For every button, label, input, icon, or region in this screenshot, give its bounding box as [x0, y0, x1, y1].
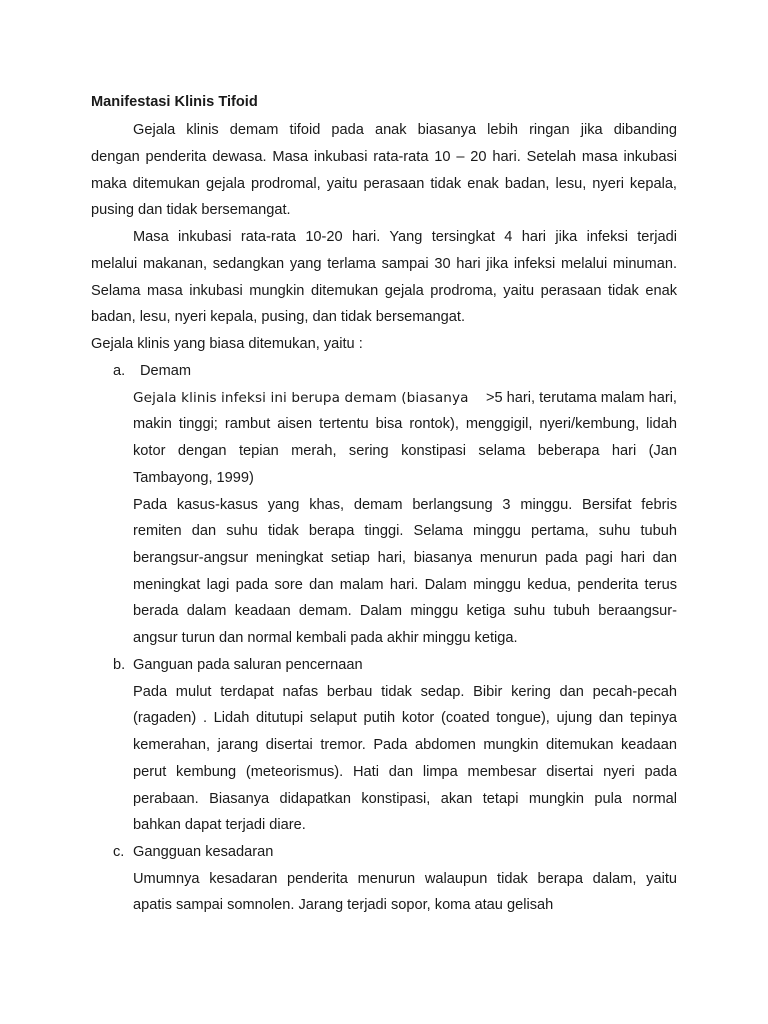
incubation-line: melalui makanan, sedangkan yang terlama sampai 30 hari jika infeksi melalui minuman. — [91, 256, 677, 272]
item-heading: Demam — [140, 363, 192, 379]
item-b-para-line: perabaan. Biasanya didapatkan konstipasi, akan tetapi mungkin pula normal — [133, 791, 677, 807]
item-a-para2-line: berada dalam keadaan demam. Dalam minggu ketiga suhu tubuh beraangsur- — [133, 603, 677, 619]
incubation-line: Selama masa inkubasi mungkin ditemukan gejala prodroma, yaitu perasaan tidak enak — [91, 283, 677, 299]
item-a-para1-line: kotor dengan tepian merah, sering konstipasi selama beberapa hari (Jan — [133, 443, 677, 459]
item-b-para-line: Pada mulut terdapat nafas berbau tidak sedap. Bibir kering dan pecah-pecah — [133, 684, 677, 700]
lead-in-text: Gejala klinis yang biasa ditemukan, yaitu : — [91, 336, 363, 352]
item-b-para-line: perut kembung (meteorismus). Hati dan limpa membesar disertai nyeri pada — [133, 764, 677, 780]
intro-line: dengan penderita dewasa. Masa inkubasi rata-rata 10 – 20 hari. Setelah masa inkubasi — [91, 149, 677, 165]
item-b-para-line: kemerahan, jarang disertai tremor. Pada abdomen mungkin ditemukan keadaan — [133, 737, 677, 753]
item-a-para2-line: Pada kasus-kasus yang khas, demam berlangsung 3 minggu. Bersifat febris — [133, 497, 677, 513]
incubation-line: badan, lesu, nyeri kepala, pusing, dan tidak bersemangat. — [91, 309, 466, 325]
item-marker: a. — [113, 363, 126, 379]
intro-line: Gejala klinis demam tifoid pada anak biasanya lebih ringan jika dibanding — [133, 122, 677, 138]
item-a-para2-line: berangsur-angsur meningkat setiap hari, biasanya menurun pada pagi hari dan — [133, 550, 677, 566]
item-a-para1-prefix: Gejala klinis infeksi ini berupa demam (biasanya — [133, 390, 469, 406]
item-a-para2-line: remiten dan suhu tidak berapa tinggi. Selama minggu pertama, suhu tubuh — [133, 523, 677, 539]
item-a-para2-line: angsur turun dan normal kembali pada akhir minggu ketiga. — [133, 630, 518, 646]
document-title: Manifestasi Klinis Tifoid — [91, 94, 258, 110]
item-a-para1-line: Tambayong, 1999) — [133, 470, 254, 486]
intro-line: maka ditemukan gejala prodromal, yaitu perasaan tidak enak badan, lesu, nyeri kepala, — [91, 176, 677, 192]
item-a-para1-rest: >5 hari, terutama malam hari, — [485, 390, 677, 406]
item-heading: Gangguan kesadaran — [133, 844, 274, 860]
item-c-para-line: apatis sampai somnolen. Jarang terjadi sopor, koma atau gelisah — [133, 897, 554, 913]
item-a-para1-line — [133, 389, 677, 407]
item-a-para1-line: makin tinggi; rambut aisen tertentu bisa rontok), menggigil, nyeri/kembung, lidah — [133, 416, 677, 432]
item-b-para-line: (ragaden) . Lidah ditutupi selaput putih kotor (coated tongue), ujung dan tepinya — [133, 710, 677, 726]
item-marker: c. — [113, 844, 125, 860]
item-marker: b. — [113, 657, 126, 673]
incubation-line: Masa inkubasi rata-rata 10-20 hari. Yang tersingkat 4 hari jika infeksi terjadi — [133, 229, 677, 245]
item-b-para-line: bahkan dapat terjadi diare. — [133, 817, 306, 833]
item-c-para-line: Umumnya kesadaran penderita menurun walaupun tidak berapa dalam, yaitu — [133, 871, 677, 887]
intro-line: pusing dan tidak bersemangat. — [91, 202, 291, 218]
item-heading: Ganguan pada saluran pencernaan — [133, 657, 363, 673]
item-a-para2-line: meningkat lagi pada sore dan malam hari. Dalam minggu kedua, penderita terus — [133, 577, 677, 593]
